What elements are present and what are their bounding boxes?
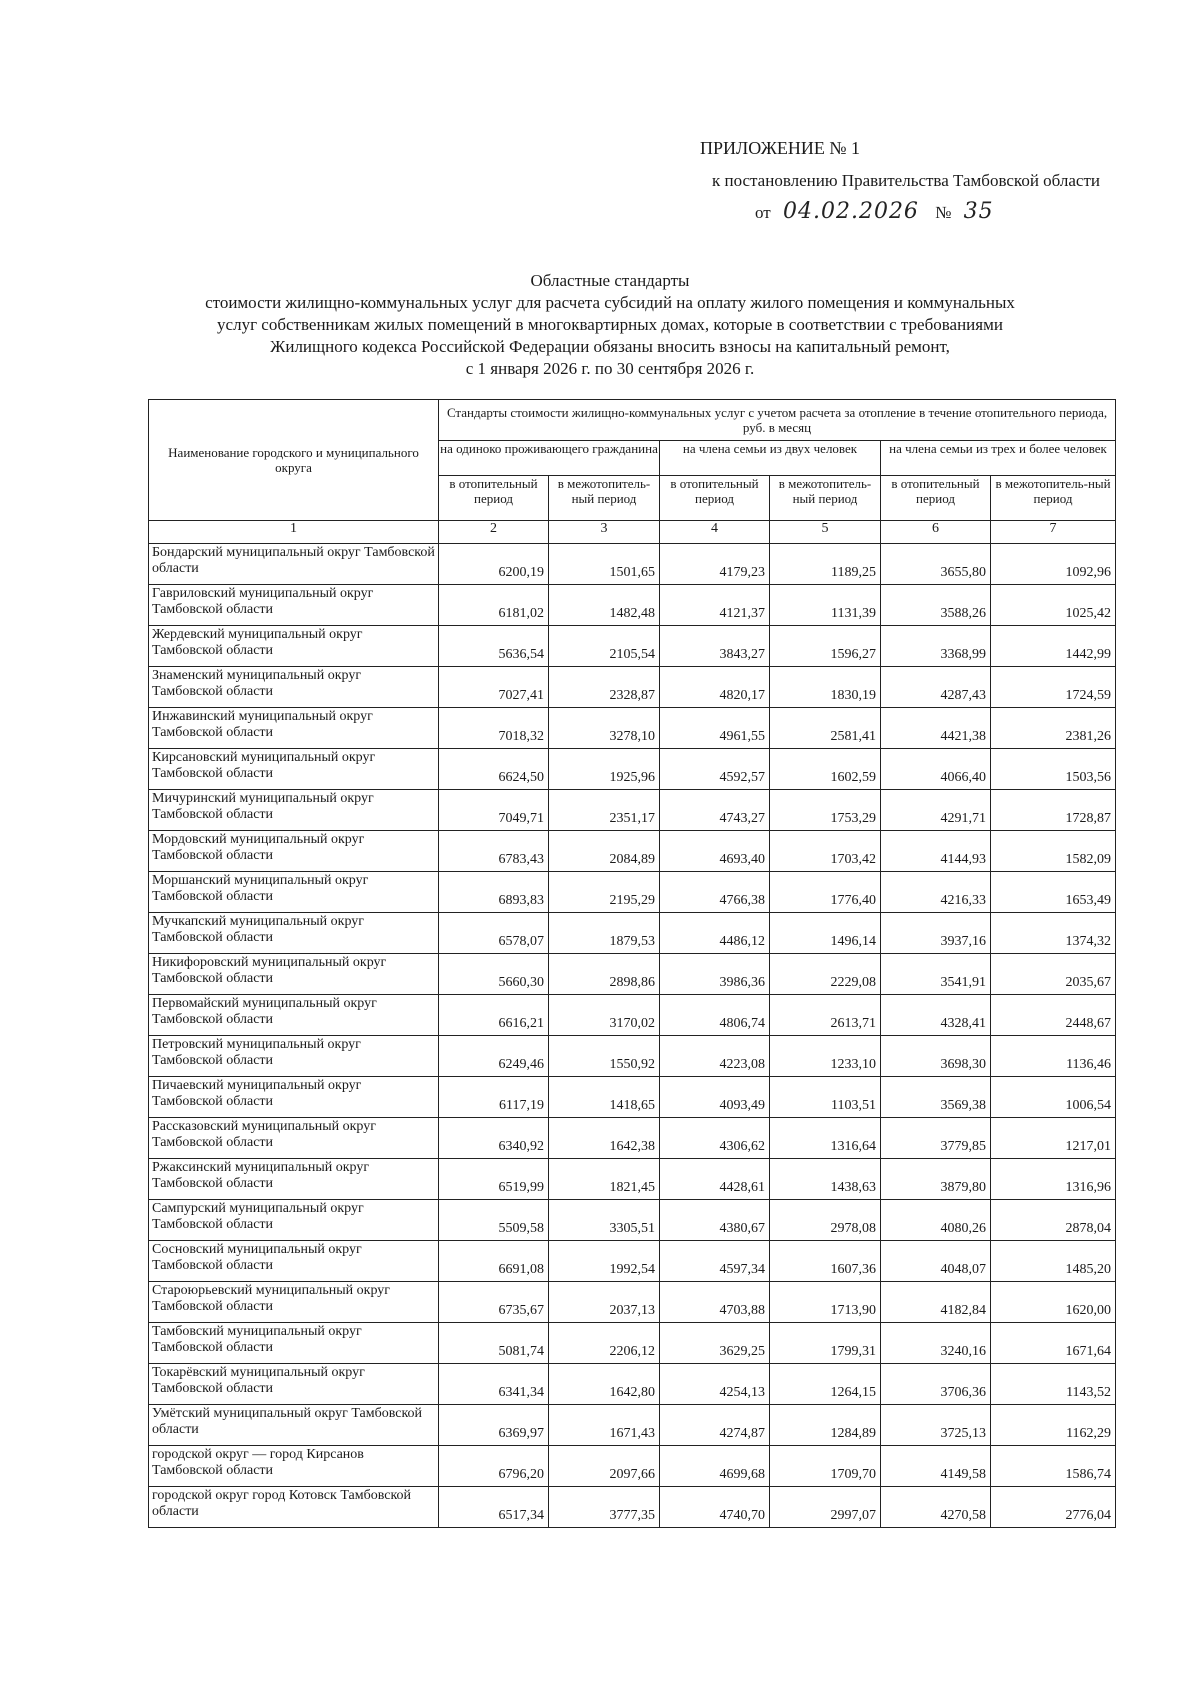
table-row (149, 1200, 1116, 1241)
standard-value: 3779,85 (881, 1118, 991, 1159)
standard-value: 6893,83 (439, 872, 549, 913)
district-name: Мучкапский муниципальный округ Тамбовской области (149, 913, 439, 954)
nonheating-header: в межотопитель-ный период (991, 476, 1116, 521)
standard-value: 4421,38 (881, 708, 991, 749)
standard-value: 6249,46 (439, 1036, 549, 1077)
table-row (149, 790, 1116, 831)
standard-value: 1316,64 (770, 1118, 881, 1159)
standard-value: 3879,80 (881, 1159, 991, 1200)
standard-value: 7027,41 (439, 667, 549, 708)
district-name: Петровский муниципальный округ Тамбовской области (149, 1036, 439, 1077)
heading-line-2: стоимости жилищно-коммунальных услуг для расчета субсидий на оплату жилого помещения и коммунальных (205, 293, 1015, 312)
column-number: 1 (149, 521, 439, 544)
standard-value: 1131,39 (770, 585, 881, 626)
column-number: 3 (549, 521, 660, 544)
standard-value: 3569,38 (881, 1077, 991, 1118)
standard-value: 1284,89 (770, 1405, 881, 1446)
table-row (149, 544, 1116, 585)
table-row (149, 626, 1116, 667)
standard-value: 1925,96 (549, 749, 660, 790)
district-name: Тамбовский муниципальный округ Тамбовской области (149, 1323, 439, 1364)
standard-value: 6519,99 (439, 1159, 549, 1200)
standard-value: 6181,02 (439, 585, 549, 626)
standard-value: 4179,23 (660, 544, 770, 585)
standard-value: 4428,61 (660, 1159, 770, 1200)
document-heading (150, 270, 1070, 380)
standard-value: 1482,48 (549, 585, 660, 626)
standard-value: 5636,54 (439, 626, 549, 667)
standard-value: 6578,07 (439, 913, 549, 954)
standard-value: 2776,04 (991, 1487, 1116, 1528)
standard-value: 2105,54 (549, 626, 660, 667)
standard-value: 2613,71 (770, 995, 881, 1036)
standard-value: 4597,34 (660, 1241, 770, 1282)
standard-value: 4766,38 (660, 872, 770, 913)
standard-value: 1374,32 (991, 913, 1116, 954)
standard-value: 4743,27 (660, 790, 770, 831)
standard-value: 4592,57 (660, 749, 770, 790)
standard-value: 4306,62 (660, 1118, 770, 1159)
column-number: 4 (660, 521, 770, 544)
standard-value: 1653,49 (991, 872, 1116, 913)
table-row (149, 708, 1116, 749)
standard-value: 4144,93 (881, 831, 991, 872)
handwritten-number: 35 (963, 199, 994, 224)
standard-value: 4806,74 (660, 995, 770, 1036)
nonheating-header: в межотопитель-ный период (770, 476, 881, 521)
district-name: Гавриловский муниципальный округ Тамбовской области (149, 585, 439, 626)
standard-value: 1728,87 (991, 790, 1116, 831)
standard-value: 4274,87 (660, 1405, 770, 1446)
standard-value: 4149,58 (881, 1446, 991, 1487)
standard-value: 1485,20 (991, 1241, 1116, 1282)
appendix-date-line (560, 199, 1100, 224)
column-number: 7 (991, 521, 1116, 544)
standard-value: 3777,35 (549, 1487, 660, 1528)
standard-value: 2878,04 (991, 1200, 1116, 1241)
standard-value: 3937,16 (881, 913, 991, 954)
appendix-reference: к постановлению Правительства Тамбовской области (711, 171, 1100, 190)
standard-value: 1217,01 (991, 1118, 1116, 1159)
standard-value: 3655,80 (881, 544, 991, 585)
standard-value: 3698,30 (881, 1036, 991, 1077)
standard-value: 2229,08 (770, 954, 881, 995)
standard-value: 1642,38 (549, 1118, 660, 1159)
standard-value: 3986,36 (660, 954, 770, 995)
standard-value: 1879,53 (549, 913, 660, 954)
standard-value: 5660,30 (439, 954, 549, 995)
standard-value: 3588,26 (881, 585, 991, 626)
standard-value: 4066,40 (881, 749, 991, 790)
district-name: Токарёвский муниципальный округ Тамбовской области (149, 1364, 439, 1405)
table-row (149, 1159, 1116, 1200)
standard-value: 1418,65 (549, 1077, 660, 1118)
standard-value: 6340,92 (439, 1118, 549, 1159)
standard-value: 1092,96 (991, 544, 1116, 585)
table-row (149, 1323, 1116, 1364)
standard-value: 6691,08 (439, 1241, 549, 1282)
district-name: Инжавинский муниципальный округ Тамбовской области (149, 708, 439, 749)
standard-value: 2581,41 (770, 708, 881, 749)
standard-value: 4223,08 (660, 1036, 770, 1077)
table-row (149, 913, 1116, 954)
standard-value: 6796,20 (439, 1446, 549, 1487)
standard-value: 2997,07 (770, 1487, 881, 1528)
table-row (149, 1405, 1116, 1446)
standard-value: 4703,88 (660, 1282, 770, 1323)
standard-value: 2351,17 (549, 790, 660, 831)
standard-value: 1713,90 (770, 1282, 881, 1323)
standard-value: 4380,67 (660, 1200, 770, 1241)
standard-value: 2381,26 (991, 708, 1116, 749)
district-name: Пичаевский муниципальный округ Тамбовской области (149, 1077, 439, 1118)
table-row (149, 1446, 1116, 1487)
two-person-family-header: на члена семьи из двух человек (660, 441, 881, 476)
standard-value: 1501,65 (549, 544, 660, 585)
standard-value: 1703,42 (770, 831, 881, 872)
district-name: Знаменский муниципальный округ Тамбовской области (149, 667, 439, 708)
standard-value: 3706,36 (881, 1364, 991, 1405)
standard-value: 1607,36 (770, 1241, 881, 1282)
standard-value: 1496,14 (770, 913, 881, 954)
standard-value: 2978,08 (770, 1200, 881, 1241)
heading-line-3: услуг собственникам жилых помещений в многоквартирных домах, которые в соответствии с требованиями (217, 315, 1003, 334)
standard-value: 2206,12 (549, 1323, 660, 1364)
table-row (149, 872, 1116, 913)
standard-value: 7049,71 (439, 790, 549, 831)
standard-value: 4486,12 (660, 913, 770, 954)
district-name: Сосновский муниципальный округ Тамбовской области (149, 1241, 439, 1282)
table-row (149, 1487, 1116, 1528)
district-name: Первомайский муниципальный округ Тамбовской области (149, 995, 439, 1036)
standard-value: 4740,70 (660, 1487, 770, 1528)
standard-value: 2035,67 (991, 954, 1116, 995)
standard-value: 1602,59 (770, 749, 881, 790)
standard-value: 1724,59 (991, 667, 1116, 708)
standard-value: 6200,19 (439, 544, 549, 585)
column-number: 5 (770, 521, 881, 544)
standard-value: 1103,51 (770, 1077, 881, 1118)
standard-value: 4121,37 (660, 585, 770, 626)
standard-value: 1442,99 (991, 626, 1116, 667)
standard-value: 1162,29 (991, 1405, 1116, 1446)
table-row (149, 1241, 1116, 1282)
district-name: городской округ город Котовск Тамбовской области (149, 1487, 439, 1528)
standard-value: 4254,13 (660, 1364, 770, 1405)
from-label: от (755, 203, 771, 222)
standard-value: 1550,92 (549, 1036, 660, 1077)
table-row (149, 585, 1116, 626)
district-name: городской округ — город Кирсанов Тамбовской области (149, 1446, 439, 1487)
standard-value: 4820,17 (660, 667, 770, 708)
standard-value: 1671,64 (991, 1323, 1116, 1364)
standard-value: 1006,54 (991, 1077, 1116, 1118)
column-number: 6 (881, 521, 991, 544)
standard-value: 4182,84 (881, 1282, 991, 1323)
table-row (149, 1036, 1116, 1077)
standard-value: 1671,43 (549, 1405, 660, 1446)
standard-value: 4287,43 (881, 667, 991, 708)
standard-value: 4080,26 (881, 1200, 991, 1241)
standard-value: 5081,74 (439, 1323, 549, 1364)
standard-value: 1582,09 (991, 831, 1116, 872)
single-citizen-header: на одиноко проживающего гражданина (439, 441, 660, 476)
heading-line-5: с 1 января 2026 г. по 30 сентября 2026 г. (465, 359, 755, 378)
district-name: Мичуринский муниципальный округ Тамбовской области (149, 790, 439, 831)
district-name: Моршанский муниципальный округ Тамбовской области (149, 872, 439, 913)
standard-value: 3725,13 (881, 1405, 991, 1446)
standard-value: 3170,02 (549, 995, 660, 1036)
district-column-header: Наименование городского и муниципального округа (149, 400, 439, 521)
standard-value: 4216,33 (881, 872, 991, 913)
standard-value: 6783,43 (439, 831, 549, 872)
standard-value: 3278,10 (549, 708, 660, 749)
standard-value: 1316,96 (991, 1159, 1116, 1200)
standard-value: 1189,25 (770, 544, 881, 585)
standard-value: 6735,67 (439, 1282, 549, 1323)
district-name: Ржаксинский муниципальный округ Тамбовской области (149, 1159, 439, 1200)
table-row (149, 954, 1116, 995)
three-plus-family-header: на члена семьи из трех и более человек (881, 441, 1116, 476)
district-name: Бондарский муниципальный округ Тамбовской области (149, 544, 439, 585)
standard-value: 1992,54 (549, 1241, 660, 1282)
standard-value: 3368,99 (881, 626, 991, 667)
district-name: Сампурский муниципальный округ Тамбовской области (149, 1200, 439, 1241)
standard-value: 2328,87 (549, 667, 660, 708)
group-header: Стандарты стоимости жилищно-коммунальных услуг с учетом расчета за отопление в течение отопительного периода, руб. в месяц (439, 400, 1116, 441)
standard-value: 1596,27 (770, 626, 881, 667)
standard-value: 1143,52 (991, 1364, 1116, 1405)
standard-value: 4961,55 (660, 708, 770, 749)
standard-value: 3629,25 (660, 1323, 770, 1364)
table-row (149, 749, 1116, 790)
standard-value: 4093,49 (660, 1077, 770, 1118)
standard-value: 6616,21 (439, 995, 549, 1036)
standard-value: 1503,56 (991, 749, 1116, 790)
number-label: № (935, 203, 952, 222)
standard-value: 1264,15 (770, 1364, 881, 1405)
table-row (149, 1077, 1116, 1118)
table-row (149, 995, 1116, 1036)
standard-value: 1642,80 (549, 1364, 660, 1405)
standard-value: 2097,66 (549, 1446, 660, 1487)
standard-value: 3843,27 (660, 626, 770, 667)
standard-value: 1821,45 (549, 1159, 660, 1200)
standard-value: 1709,70 (770, 1446, 881, 1487)
standard-value: 1830,19 (770, 667, 881, 708)
standard-value: 4699,68 (660, 1446, 770, 1487)
district-name: Кирсановский муниципальный округ Тамбовской области (149, 749, 439, 790)
column-number: 2 (439, 521, 549, 544)
standard-value: 1438,63 (770, 1159, 881, 1200)
heating-header: в отопительный период (439, 476, 549, 521)
standard-value: 4270,58 (881, 1487, 991, 1528)
standard-value: 2195,29 (549, 872, 660, 913)
heating-header: в отопительный период (881, 476, 991, 521)
standard-value: 3541,91 (881, 954, 991, 995)
standard-value: 4328,41 (881, 995, 991, 1036)
standard-value: 1620,00 (991, 1282, 1116, 1323)
standard-value: 4291,71 (881, 790, 991, 831)
standard-value: 2084,89 (549, 831, 660, 872)
standards-table (148, 399, 1116, 1528)
nonheating-header: в межотопитель-ный период (549, 476, 660, 521)
standard-value: 5509,58 (439, 1200, 549, 1241)
standard-value: 6369,97 (439, 1405, 549, 1446)
standard-value: 2037,13 (549, 1282, 660, 1323)
standard-value: 1025,42 (991, 585, 1116, 626)
standard-value: 4048,07 (881, 1241, 991, 1282)
standard-value: 1136,46 (991, 1036, 1116, 1077)
standard-value: 1233,10 (770, 1036, 881, 1077)
district-name: Никифоровский муниципальный округ Тамбовской области (149, 954, 439, 995)
standard-value: 3240,16 (881, 1323, 991, 1364)
handwritten-date: 04.02.2026 (782, 199, 919, 224)
heading-line-4: Жилищного кодекса Российской Федерации обязаны вносить взносы на капитальный ремонт, (270, 337, 950, 356)
standard-value: 1799,31 (770, 1323, 881, 1364)
standard-value: 1776,40 (770, 872, 881, 913)
standard-value: 6341,34 (439, 1364, 549, 1405)
standard-value: 3305,51 (549, 1200, 660, 1241)
table-row (149, 831, 1116, 872)
heating-header: в отопительный период (660, 476, 770, 521)
district-name: Рассказовский муниципальный округ Тамбовской области (149, 1118, 439, 1159)
district-name: Умётский муниципальный округ Тамбовской области (149, 1405, 439, 1446)
standard-value: 2898,86 (549, 954, 660, 995)
heading-line-1: Областные стандарты (530, 271, 690, 290)
standard-value: 2448,67 (991, 995, 1116, 1036)
standard-value: 6517,34 (439, 1487, 549, 1528)
table-row (149, 667, 1116, 708)
district-name: Мордовский муниципальный округ Тамбовской области (149, 831, 439, 872)
appendix-title: ПРИЛОЖЕНИЕ № 1 (700, 138, 861, 158)
table-row (149, 1118, 1116, 1159)
standard-value: 7018,32 (439, 708, 549, 749)
district-name: Жердевский муниципальный округ Тамбовской области (149, 626, 439, 667)
appendix-block (560, 138, 1100, 224)
district-name: Староюрьевский муниципальный округ Тамбовской области (149, 1282, 439, 1323)
standard-value: 4693,40 (660, 831, 770, 872)
table-row (149, 1282, 1116, 1323)
standard-value: 6624,50 (439, 749, 549, 790)
standard-value: 1586,74 (991, 1446, 1116, 1487)
standard-value: 1753,29 (770, 790, 881, 831)
table-row (149, 1364, 1116, 1405)
standard-value: 6117,19 (439, 1077, 549, 1118)
